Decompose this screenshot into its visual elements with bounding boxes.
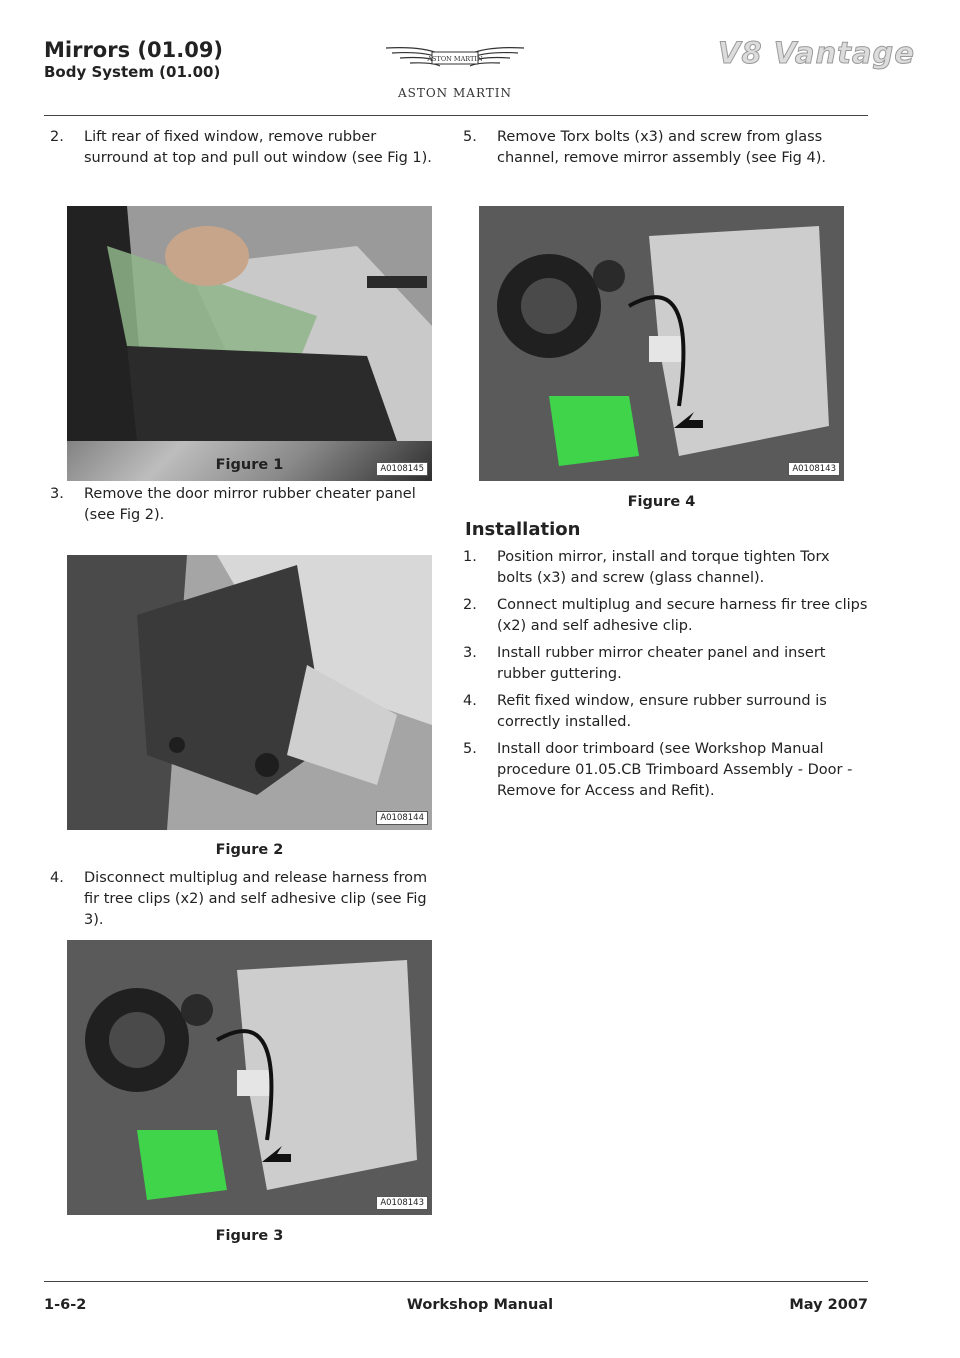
step-5 (463, 127, 868, 169)
installation-step (463, 739, 868, 802)
figure-code: A0108143 (788, 462, 840, 476)
wings-logo-icon (382, 40, 528, 78)
figure-3-caption: Figure 3 (215, 1228, 284, 1244)
figure-code: A0108144 (376, 811, 428, 825)
installation-steps (463, 547, 868, 808)
figure-code: A0108143 (376, 1196, 428, 1210)
step-number: 3. (50, 486, 64, 502)
installation-step (463, 643, 868, 685)
figure-2-caption: Figure 2 (215, 842, 284, 858)
svg-text:ASTON MARTIN: ASTON MARTIN (427, 55, 483, 63)
step-text: Refit fixed window, ensure rubber surround is correctly installed. (497, 693, 827, 730)
door-window-photo-icon (67, 206, 432, 441)
publication-date: May 2007 (789, 1297, 868, 1313)
installation-heading: Installation (465, 519, 581, 540)
step-text: Disconnect multiplug and release harness from fir tree clips (x2) and self adhesive clip (see Fig 3). (84, 870, 428, 928)
footer-rule (44, 1281, 868, 1282)
step-text: Install rubber mirror cheater panel and insert rubber guttering. (497, 645, 826, 682)
figure-4-photo (479, 206, 844, 481)
figure-1-caption: Figure 1 (215, 457, 284, 473)
step-number: 2. (50, 129, 64, 145)
step-4 (50, 868, 435, 931)
figure-code: A0108145 (376, 462, 428, 476)
brand-logo (382, 40, 528, 110)
installation-step (463, 547, 868, 589)
step-text: Remove the door mirror rubber cheater panel (see Fig 2). (84, 486, 416, 523)
step-text: Position mirror, install and torque tighten Torx bolts (x3) and screw (glass channel). (497, 549, 830, 586)
harness-multiplug-photo-icon (67, 940, 432, 1215)
installation-step (463, 595, 868, 637)
mirror-cheater-panel-photo-icon (67, 555, 432, 830)
figure-3-photo (67, 940, 432, 1215)
step-number: 5. (463, 129, 477, 145)
step-text: Lift rear of fixed window, remove rubber surround at top and pull out window (see Fig 1). (84, 129, 432, 166)
step-2 (50, 127, 435, 169)
step-number: 4. (50, 870, 64, 886)
figure-2-photo (67, 555, 432, 830)
step-number: 4. (463, 693, 477, 709)
step-text: Connect multiplug and secure harness fir tree clips (x2) and self adhesive clip. (497, 597, 868, 634)
brand-name: ASTON MARTIN (397, 86, 513, 100)
step-number: 5. (463, 741, 477, 757)
step-number: 3. (463, 645, 477, 661)
figure-1-photo (67, 206, 432, 481)
installation-step (463, 691, 868, 733)
mirror-assembly-photo-icon (479, 206, 844, 481)
step-text: Remove Torx bolts (x3) and screw from glass channel, remove mirror assembly (see Fig 4). (497, 129, 826, 166)
page-number: 1-6-2 (44, 1297, 87, 1313)
header-rule (44, 115, 868, 116)
step-number: 2. (463, 597, 477, 613)
system-subtitle: Body System (01.00) (44, 63, 221, 81)
step-text: Install door trimboard (see Workshop Manual procedure 01.05.CB Trimboard Assembly - Door - Remove for Access and Refit). (497, 741, 853, 799)
step-3 (50, 484, 435, 526)
figure-4-caption: Figure 4 (627, 494, 696, 510)
manual-title: Workshop Manual (406, 1297, 554, 1313)
step-number: 1. (463, 549, 477, 565)
model-name: V8 Vantage (718, 36, 915, 70)
section-title: Mirrors (01.09) (44, 38, 224, 62)
